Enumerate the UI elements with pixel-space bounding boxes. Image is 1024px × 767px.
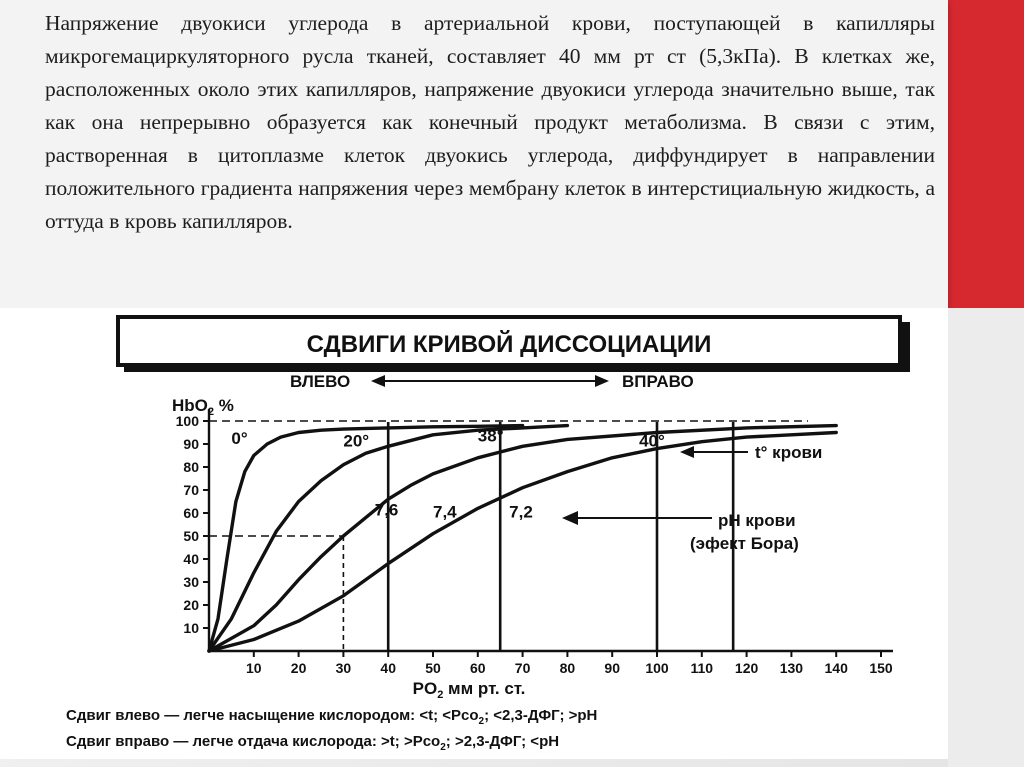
y-tick-label: 30 [183,574,199,590]
caption-shift-right [66,733,559,753]
x-tick-label: 120 [734,660,759,676]
x-tick-label: 10 [246,660,262,676]
ph-annotation-line-1: pH крови [718,511,796,530]
y-tick-label: 90 [183,436,199,452]
x-tick-label: 20 [290,660,307,676]
intro-paragraph: Напряжение двуокиси углерода в артериальной крови, поступающей в капилляры микрогемациркуляторного русла тканей, составляет 40 мм рт ст (5,3кПа). В клетках же, расположенных около этих капилляров, напряжение двуокиси углерода значительно выше, так как она непрерывно образуется как конечный продукт метаболизма. В связи с этим, растворенная в цитоплазме клеток двуокись углерода, диффундирует в направлении положительного градиента напряжения через мембрану клеток в интерстициальную жидкость, а оттуда в кровь капилляров. [45,11,935,233]
temperature-label-4: 40° [639,431,665,451]
y-axis-label-sub: 2 [207,406,215,418]
temp-annotation: t° крови [755,443,823,462]
y-tick-label: 70 [183,482,199,498]
x-tick-label: 60 [470,660,486,676]
temperature-label-1: 0° [231,429,248,448]
ph-label-2: 7,4 [433,502,457,522]
y-tick-label: 40 [183,551,199,567]
x-tick-label: 90 [604,660,620,676]
direction-arrow-left-head [371,375,385,387]
x-axis-label-main: PO [412,679,438,698]
caption-shift-left [66,707,597,727]
temp-annotation-arrow-head [680,446,694,458]
dissociation-chart [0,308,1024,767]
temperature-label-3: 38° [477,426,504,446]
ph-labels [375,500,533,521]
x-tick-label: 30 [335,660,352,676]
y-tick-label: 20 [183,597,199,613]
x-tick-label: 70 [514,660,531,676]
x-tick-label: 150 [869,660,893,676]
ph-label-3: 7,2 [509,502,533,522]
x-tick-label: 100 [645,660,669,676]
caption-shift-left-part1: Сдвиг влево — легче насыщение кислородом: <t; <Pco [66,707,479,724]
direction-right-label: ВПРАВО [622,372,694,391]
x-axis-label-sub: 2 [437,689,444,701]
direction-arrow-right-head [595,375,609,387]
y-tick-label: 80 [183,459,199,475]
y-tick-label: 60 [183,505,199,521]
vertical-markers [388,422,733,651]
caption-shift-left-sub: 2 [478,716,485,727]
x-ticks [246,651,893,676]
x-tick-label: 50 [425,660,441,676]
x-axis-label [413,679,526,701]
caption-shift-right-part2: ; >2,3-ДФГ; <pH [445,733,560,750]
x-tick-label: 80 [559,660,576,676]
x-tick-label: 140 [824,660,848,676]
y-ticks [176,413,209,636]
y-axis-label-main: HbO [172,396,208,415]
ph-annotation-line-2: (эфект Бора) [690,534,799,553]
caption-shift-right-sub: 2 [440,742,446,753]
x-axis-label-unit: мм рт. ст. [443,679,526,698]
caption-shift-right-part1: Сдвиг вправо — легче отдача кислорода: >t; >Pco [66,733,441,750]
temperature-label-2: 20° [343,431,370,451]
x-tick-label: 130 [779,660,804,676]
chart-title: СДВИГИ КРИВОЙ ДИССОЦИАЦИИ [306,331,712,358]
x-tick-label: 110 [690,660,714,676]
y-tick-label: 10 [183,620,199,636]
y-axis-label-unit: % [214,396,234,415]
ph-annotation-arrow-head [562,511,578,525]
x-tick-label: 40 [380,660,396,676]
y-tick-label: 100 [175,413,199,429]
ph-label-1: 7,6 [374,500,399,520]
y-tick-label: 50 [183,528,199,544]
caption-shift-left-part2: ; <2,3-ДФГ; >pH [484,707,598,724]
direction-left-label: ВЛЕВО [290,372,351,391]
text-panel [0,0,948,308]
